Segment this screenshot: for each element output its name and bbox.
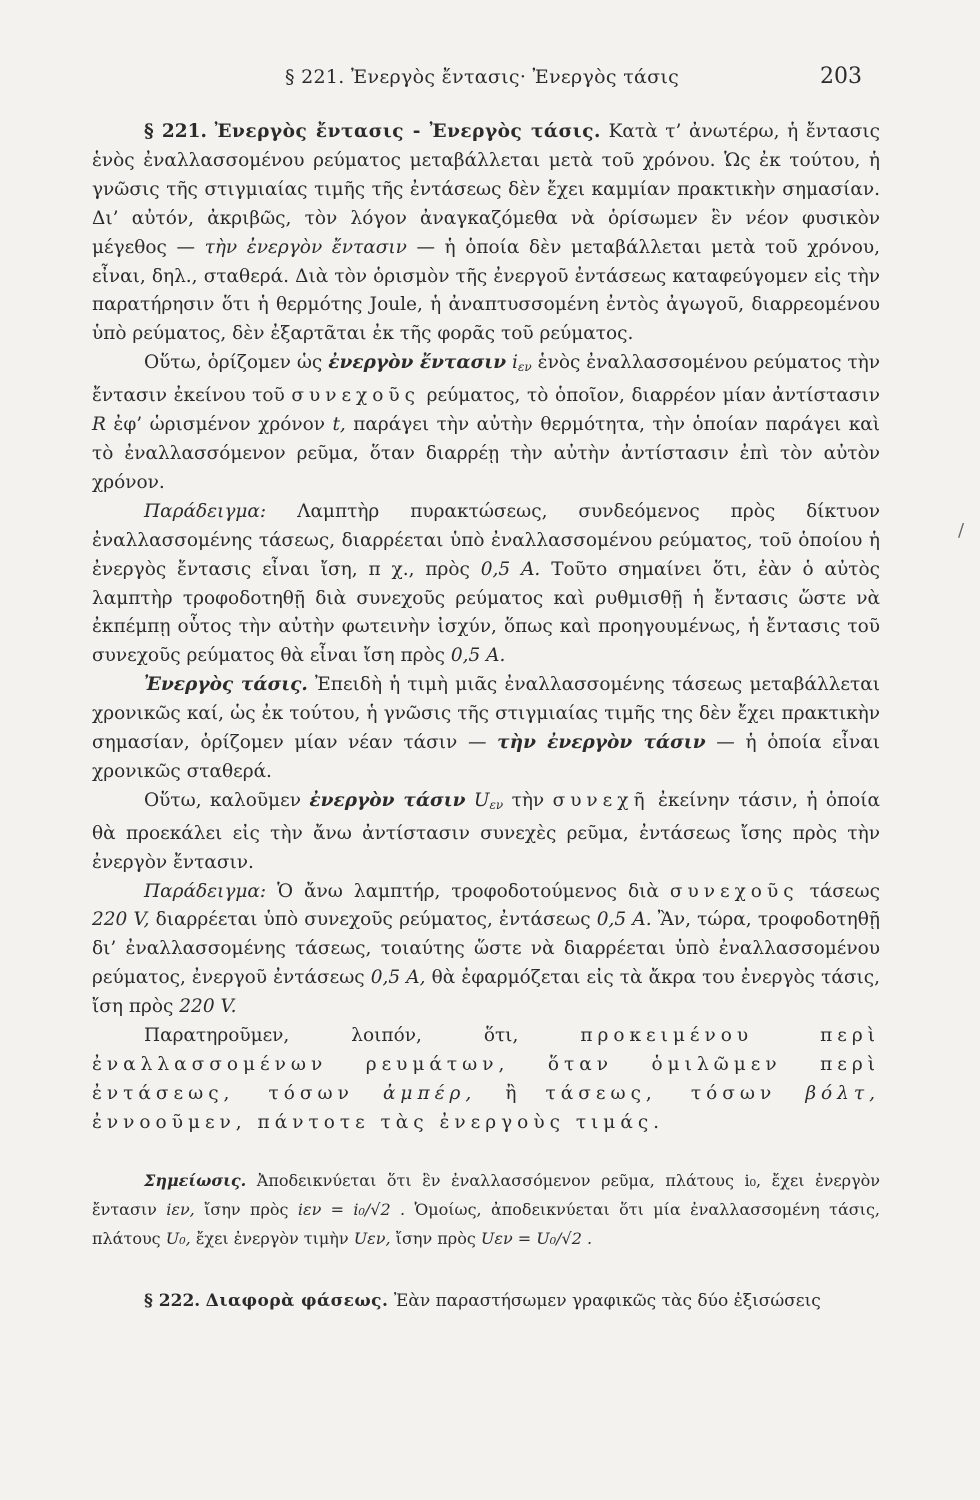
example-label: Παράδειγμα:: [144, 880, 267, 902]
def-term: ἐνεργὸν ἔντασιν: [328, 352, 507, 374]
intro-tail: — ἡ ὁποία δὲν μεταβάλλεται μετὰ τοῦ χρόνου, εἶναι, δηλ., σταθερά. Διὰ τὸν ὁρισμὸν τῆς ἐνεργοῦ ἐντάσεως καταφεύγομεν εἰς τὴν παρατήρησιν ὅτι ἡ θερμότης Joule, ἡ ἀναπτυσσομένη ἐντὸς ἀγωγοῦ, διαρρεομένου ὑπὸ ρεύματος, δὲν ἐξαρτᾶται ἐκ τῆς φορᾶς τοῦ ρεύματος.: [92, 236, 880, 345]
def-d: παράγει τὴν αὐτὴν θερμότητα, τὴν ὁποίαν παράγει καὶ τὸ ἐναλλασσόμενον ρεῦμα, ὅταν διαρρέῃ τὴν αὐτὴν ἀντίστασιν ἐπὶ τὸν αὐτὸν χρόνον.: [92, 414, 880, 493]
remark-ampere: ἀμπέρ,: [382, 1082, 477, 1104]
def-spaced: συνεχοῦς: [291, 385, 421, 407]
example1-val2: 0,5 A.: [450, 645, 506, 667]
remark-spaced3: ἐννοοῦμεν, πάντοτε τὰς ἐνεργοὺς τιμάς.: [92, 1111, 665, 1133]
note-U0: U₀,: [165, 1228, 191, 1248]
definition-effective-current: [92, 349, 880, 498]
voltage-b: — ἡ ὁποία εἶναι χρονικῶς σταθερά.: [92, 732, 880, 782]
voltage-a: Ἐπειδὴ ἡ τιμὴ μιᾶς ἐναλλασσομένης τάσεως μεταβάλλεται χρονικῶς καί, ὡς ἐκ τούτου, ἡ γνῶσις τῆς στιγμιαίας τιμῆς της δὲν ἔχει πρακτικὴν σημασίαν, ὁρίζομεν μίαν νέαν τάσιν —: [92, 674, 880, 754]
example-2: [92, 878, 880, 1023]
example2-val1: 220 V,: [92, 909, 150, 931]
note-formula-voltage: Uεν = U₀/√2 .: [480, 1228, 593, 1248]
vdef-b: ἐκείνην τάσιν, ἡ ὁποία θὰ προεκάλει εἰς τὴν ἄνω ἀντίστασιν συνεχὲς ρεῦμα, ἐντάσεως ἴσης πρὸς τὴν ἐνεργὸν ἔντασιν.: [92, 789, 880, 873]
symbol-i: i: [512, 352, 518, 374]
note-c: Ὁμοίως, ἀποδεικνύεται ὅτι μία ἐναλλασσομένη τάσις, πλάτους: [92, 1199, 881, 1248]
note-b: ἴσην πρὸς: [204, 1199, 289, 1219]
example-label: Παράδειγμα:: [144, 500, 267, 522]
def-b: ρεύματος, τὸ ὁποῖον, διαρρέον μίαν ἀντίστασιν: [426, 385, 880, 407]
symbol-t: t,: [332, 414, 346, 436]
remark-volt: βόλτ,: [805, 1082, 880, 1104]
remark-spaced2: τάσεως, τόσων: [545, 1082, 777, 1104]
section-222-title: Διαφορὰ φάσεως.: [205, 1290, 389, 1311]
example2-a: Ὁ ἄνω λαμπτήρ, τροφοδοτούμενος διὰ: [277, 880, 659, 902]
running-head: § 221. Ἐνεργὸς ἔντασις· Ἐνεργὸς τάσις: [285, 66, 680, 88]
note-label: Σημείωσις.: [144, 1170, 247, 1190]
voltage-term2: τὴν ἐνεργὸν τάσιν: [497, 732, 706, 754]
note-a: Ἀποδεικνύεται ὅτι ἓν ἐναλλασσόμενον ρεῦμα, πλάτους i₀, ἔχει ἐνεργὸν ἔντασιν: [92, 1170, 881, 1219]
vdef-a: τὴν: [511, 789, 545, 811]
example2-d: Ἂν, τώρα, τροφοδοτηθῇ δι’ ἐναλλασσομένης τάσεως, τοιαύτης ὥστε νὰ διαρρέεται ὑπὸ ἐναλλασσομένου ρεύματος, ἐνεργοῦ ἐντάσεως: [92, 909, 880, 989]
symbol-U-en: [474, 790, 503, 811]
remark-a: Παρατηροῦμεν, λοιπόν, ὅτι,: [144, 1025, 519, 1047]
example1-val1: 0,5 A.: [480, 558, 541, 580]
voltage-term: Ἐνεργὸς τάσις.: [144, 674, 308, 696]
def-pre: Οὕτω, ὁρίζομεν ὡς: [144, 352, 323, 374]
example1-a: Λαμπτὴρ πυρακτώσεως, συνδεόμενος πρὸς δίκτυον ἐναλλασσομένης τάσεως, διαρρέεται ὑπὸ ἐναλλασσομένου ρεύματος, τοῦ ὁποίου ἡ ἐνεργὸς ἔντασις εἶναι ἴση, π χ., πρὸς: [92, 500, 880, 580]
vdef-term: ἐνεργὸν τάσιν: [309, 789, 466, 811]
note-Uen: Uεν,: [353, 1228, 391, 1248]
example2-val2: 0,5 A.: [596, 909, 652, 931]
vdef-spaced: συνεχῆ: [552, 789, 650, 811]
example2-val3: 0,5 A,: [370, 967, 426, 989]
note-d: ἔχει ἐνεργὸν τιμὴν: [195, 1228, 349, 1248]
intro-text: Κατὰ τ’ ἀνωτέρω, ἡ ἔντασις ἑνὸς ἐναλλασσομένου ρεύματος μεταβάλλεται μετὰ τοῦ χρόνου. Ὡς ἐκ τούτου, ἡ γνῶσις τῆς στιγμιαίας τιμῆς τῆς ἐντάσεως δὲν ἔχει καμμίαν πρακτικὴν σημασίαν. Δι’ αὐτόν, ἀκριβῶς, τὸν λόγον ἀναγκαζόμεθα νὰ ὁρίσωμεν ἓν νέον φυσικὸν μέγεθος —: [92, 121, 880, 258]
example2-e: θὰ ἐφαρμόζεται εἰς τὰ ἄκρα του ἐνεργὸς τάσις, ἴση πρὸς: [92, 967, 880, 1018]
margin-mark: /: [958, 520, 965, 541]
note-e: ἴσην πρὸς: [395, 1228, 476, 1248]
def-a: ἑνὸς ἐναλλασσομένου ρεύματος τὴν ἔντασιν ἐκείνου τοῦ: [92, 352, 881, 407]
remark-paragraph: [92, 1022, 880, 1138]
vdef-pre: Οὕτω, καλοῦμεν: [144, 789, 302, 811]
symbol-sub: εν: [517, 360, 532, 375]
section-222-number: § 222.: [144, 1290, 201, 1311]
page-number: 203: [820, 64, 862, 89]
example2-b: τάσεως: [809, 880, 880, 902]
definition-effective-voltage: [92, 787, 880, 878]
symbol-R: R: [92, 414, 106, 436]
section-title: Ἐνεργὸς ἔντασις - Ἐνεργὸς τάσις.: [214, 121, 601, 142]
section-number: § 221.: [144, 121, 207, 142]
example2-c: διαρρέεται ὑπὸ συνεχοῦς ρεύματος, ἐντάσεως: [155, 909, 591, 931]
section-222-start: [92, 1287, 880, 1316]
example1-b: Τοῦτο σημαίνει ὅτι, ἐὰν ὁ αὐτὸς λαμπτὴρ τροφοδοτηθῇ διὰ συνεχοῦς ρεύματος καὶ ρυθμισθῇ ἡ ἔντασις ὥστε νὰ ἐκπέμπῃ οὗτος τὴν αὐτὴν φωτεινὴν ἰσχύν, ὅπως καὶ προηγουμένως, ἡ ἔντασις τοῦ συνεχοῦς ρεύματος θὰ εἶναι ἴση πρὸς: [92, 558, 880, 667]
def-c: ἐφ’ ὡρισμένον χρόνον: [113, 414, 325, 436]
intro-term: τὴν ἐνεργὸν ἔντασιν: [204, 236, 407, 258]
symbol-i-en: [512, 352, 532, 373]
remark-spaced1: προκειμένου περὶ ἐναλλασσομένων ρευμάτων, ὅταν ὁμιλῶμεν περὶ ἐντάσεως, τόσων: [92, 1025, 880, 1104]
example-1: [92, 498, 880, 671]
example2-spaced: συνεχοῦς: [669, 880, 799, 902]
example2-val4: 220 V.: [179, 996, 237, 1018]
note-ien: iεν,: [166, 1199, 195, 1219]
symbol-sub: εν: [489, 797, 504, 812]
effective-voltage-paragraph: [92, 671, 880, 787]
section-221-intro: [92, 118, 880, 349]
note-paragraph: [92, 1166, 880, 1253]
remark-b: ἢ: [505, 1082, 517, 1104]
note-formula-current: iεν = i₀/√2 .: [297, 1199, 406, 1219]
section-222-text: Ἐὰν παραστήσωμεν γραφικῶς τὰς δύο ἐξισώσεις: [393, 1290, 821, 1311]
page-body: [92, 118, 880, 1316]
page-header: [0, 66, 980, 96]
symbol-U: U: [473, 789, 490, 811]
